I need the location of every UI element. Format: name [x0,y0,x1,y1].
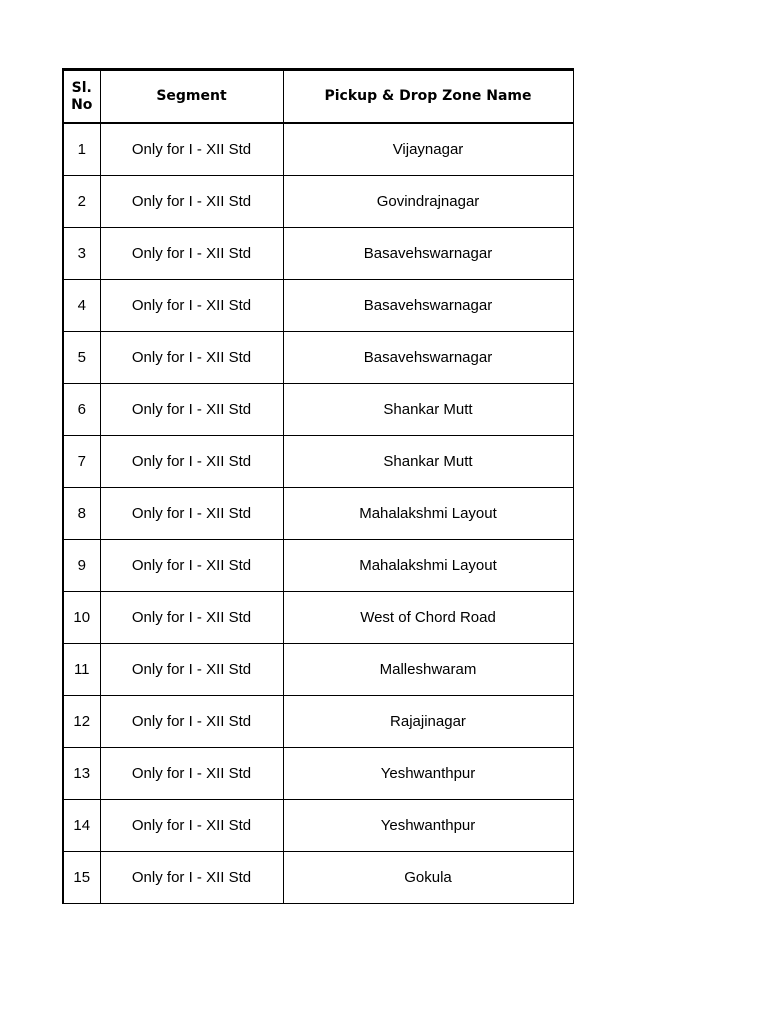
table-row [63,748,573,800]
table-row [63,592,573,644]
table-row [63,436,573,488]
header-zone-name: Pickup & Drop Zone Name [283,70,573,124]
cell-segment: Only for I - XII Std [100,123,283,176]
cell-sl-no: 2 [63,176,100,228]
cell-zone-name: Shankar Mutt [283,384,573,436]
cell-segment: Only for I - XII Std [100,696,283,748]
cell-segment: Only for I - XII Std [100,332,283,384]
cell-segment: Only for I - XII Std [100,384,283,436]
cell-sl-no: 3 [63,228,100,280]
table-row [63,696,573,748]
table-body [63,123,573,904]
table-row [63,123,573,176]
cell-sl-no: 15 [63,852,100,904]
table-row [63,800,573,852]
cell-zone-name: Yeshwanthpur [283,800,573,852]
cell-segment: Only for I - XII Std [100,228,283,280]
cell-zone-name: Basavehswarnagar [283,332,573,384]
header-sl-no: Sl. No [63,70,100,124]
cell-sl-no: 6 [63,384,100,436]
cell-zone-name: Basavehswarnagar [283,280,573,332]
table-row [63,644,573,696]
cell-zone-name: West of Chord Road [283,592,573,644]
cell-sl-no: 14 [63,800,100,852]
cell-segment: Only for I - XII Std [100,748,283,800]
cell-zone-name: Govindrajnagar [283,176,573,228]
cell-segment: Only for I - XII Std [100,436,283,488]
cell-sl-no: 11 [63,644,100,696]
cell-sl-no: 13 [63,748,100,800]
cell-sl-no: 4 [63,280,100,332]
table-row [63,176,573,228]
cell-sl-no: 7 [63,436,100,488]
cell-segment: Only for I - XII Std [100,644,283,696]
cell-zone-name: Mahalakshmi Layout [283,540,573,592]
table-row [63,488,573,540]
cell-segment: Only for I - XII Std [100,176,283,228]
header-row [63,70,573,124]
cell-zone-name: Malleshwaram [283,644,573,696]
cell-zone-name: Gokula [283,852,573,904]
cell-zone-name: Vijaynagar [283,123,573,176]
table-row [63,280,573,332]
cell-segment: Only for I - XII Std [100,488,283,540]
cell-sl-no: 12 [63,696,100,748]
cell-segment: Only for I - XII Std [100,592,283,644]
cell-segment: Only for I - XII Std [100,852,283,904]
cell-segment: Only for I - XII Std [100,280,283,332]
table-row [63,332,573,384]
zone-table-container [62,68,572,904]
cell-sl-no: 8 [63,488,100,540]
table-header [63,70,573,124]
cell-zone-name: Yeshwanthpur [283,748,573,800]
table-row [63,228,573,280]
cell-zone-name: Mahalakshmi Layout [283,488,573,540]
cell-zone-name: Shankar Mutt [283,436,573,488]
cell-zone-name: Basavehswarnagar [283,228,573,280]
table-row [63,852,573,904]
cell-segment: Only for I - XII Std [100,540,283,592]
cell-sl-no: 5 [63,332,100,384]
cell-zone-name: Rajajinagar [283,696,573,748]
header-segment: Segment [100,70,283,124]
pickup-drop-zone-table [62,68,574,904]
cell-sl-no: 9 [63,540,100,592]
cell-sl-no: 10 [63,592,100,644]
cell-segment: Only for I - XII Std [100,800,283,852]
cell-sl-no: 1 [63,123,100,176]
table-row [63,540,573,592]
table-row [63,384,573,436]
